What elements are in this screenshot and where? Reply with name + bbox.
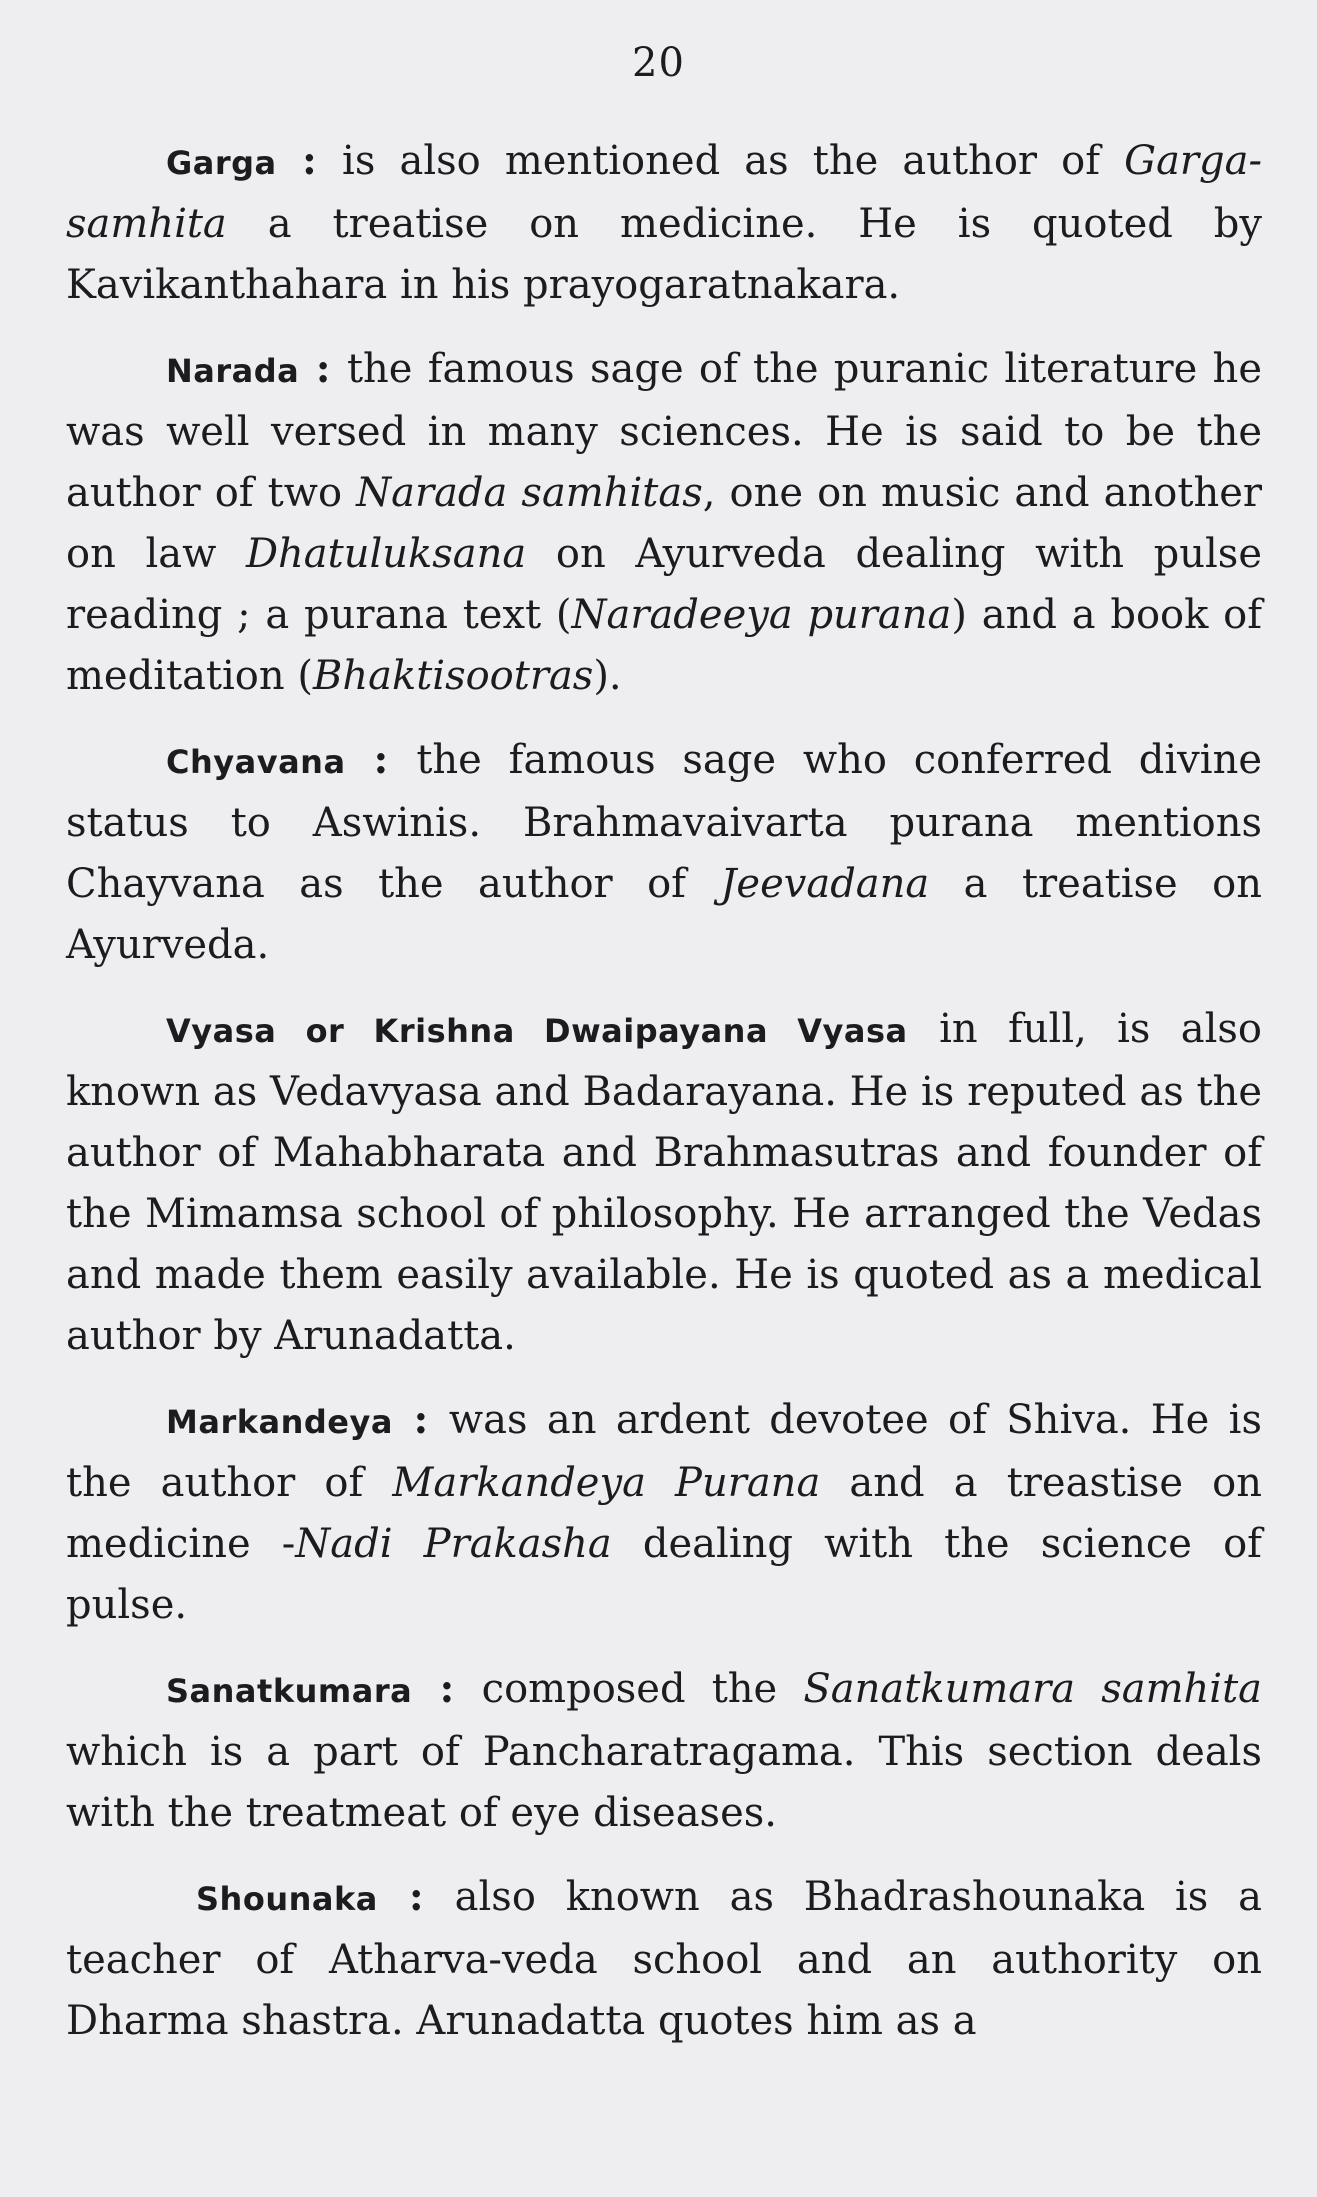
entry-term: Narada xyxy=(166,352,300,390)
entry-term: Shounaka xyxy=(196,1880,378,1918)
entry-text: also known as Bhadrashounaka is a teacher of Atharva-veda school and an authority on Dharma shastra. Arunadatta quotes him as a xyxy=(66,1874,1262,2044)
term-separator: : xyxy=(276,137,343,184)
entry-text: on Ayurveda dealing with pulse reading ; a purana text ( xyxy=(66,531,1262,638)
entry-term: Sanatkumara xyxy=(166,1672,413,1710)
term-separator xyxy=(908,1005,940,1052)
term-separator: : xyxy=(392,1396,449,1443)
entry-text: the famous sage who conferred divine status to Aswinis. Brahmavaivarta purana mentions Chayvana as the author of xyxy=(66,737,1263,907)
term-separator: : xyxy=(345,736,417,783)
entry-term: Garga xyxy=(166,144,277,182)
entry-text: a treatise on medicine. He is quoted by Kavikanthahara in his prayogaratnakara. xyxy=(66,201,1262,308)
entry-text: ) and a book of meditation ( xyxy=(66,592,1262,699)
work-title: Bhaktisootras xyxy=(312,653,594,699)
entry-text: and a treastise on medicine - xyxy=(66,1460,1263,1567)
entry-paragraph xyxy=(66,998,1262,1367)
entry-term: Markandeya xyxy=(166,1403,393,1441)
entry-text: is also mentioned as the author of xyxy=(342,138,1125,184)
term-separator: : xyxy=(412,1665,482,1712)
entry-term: Chyavana xyxy=(166,743,346,781)
work-title: Narada samhitas xyxy=(356,470,703,516)
entry-paragraph xyxy=(66,130,1262,316)
work-title: Jeevadana xyxy=(720,861,930,907)
entry-text: , one on music and another on law xyxy=(66,470,1263,577)
entry-paragraph xyxy=(66,729,1262,976)
work-title: Markandeya Purana xyxy=(392,1460,821,1506)
entry-text: dealing with the science of pulse. xyxy=(66,1521,1262,1628)
work-title: Naradeeya purana xyxy=(571,592,952,638)
term-separator: : xyxy=(377,1873,455,1920)
entry-text: was an ardent devotee of Shiva. He is the author of xyxy=(66,1397,1263,1506)
work-title: Garga-samhita xyxy=(66,138,1263,247)
entry-text: in full, is also known as Vedavyasa and Badarayana. He is reputed as the author of Mahabharata and Brahmasutras and founder of the Mimamsa school of philosophy. He arranged the Vedas and made them easily available. He is quoted as a medical author by Arunadatta. xyxy=(66,1006,1262,1359)
entry-text: composed the xyxy=(481,1666,804,1712)
entry-text: ). xyxy=(593,653,622,699)
work-title: Nadi Prakasha xyxy=(295,1521,612,1567)
text-body xyxy=(66,130,1262,2074)
entry-paragraph xyxy=(66,1658,1262,1844)
entry-paragraph xyxy=(66,1866,1262,2052)
entry-text: which is a part of Pancharatragama. This section deals with the treatmeat of eye diseases. xyxy=(66,1729,1262,1836)
entry-paragraph xyxy=(66,1389,1262,1636)
work-title: Dhatuluksana xyxy=(245,531,527,577)
page-number: 20 xyxy=(632,40,685,86)
entry-term: Vyasa or Krishna Dwaipayana Vyasa xyxy=(166,1012,908,1050)
term-separator: : xyxy=(299,345,347,392)
entry-text: a treatise on Ayurveda. xyxy=(66,861,1262,968)
work-title: Sanatkumara samhita xyxy=(803,1666,1262,1712)
entry-text: the famous sage of the puranic literature he was well versed in many sciences. He is said to be the author of two xyxy=(66,346,1262,516)
entry-paragraph xyxy=(66,338,1262,707)
